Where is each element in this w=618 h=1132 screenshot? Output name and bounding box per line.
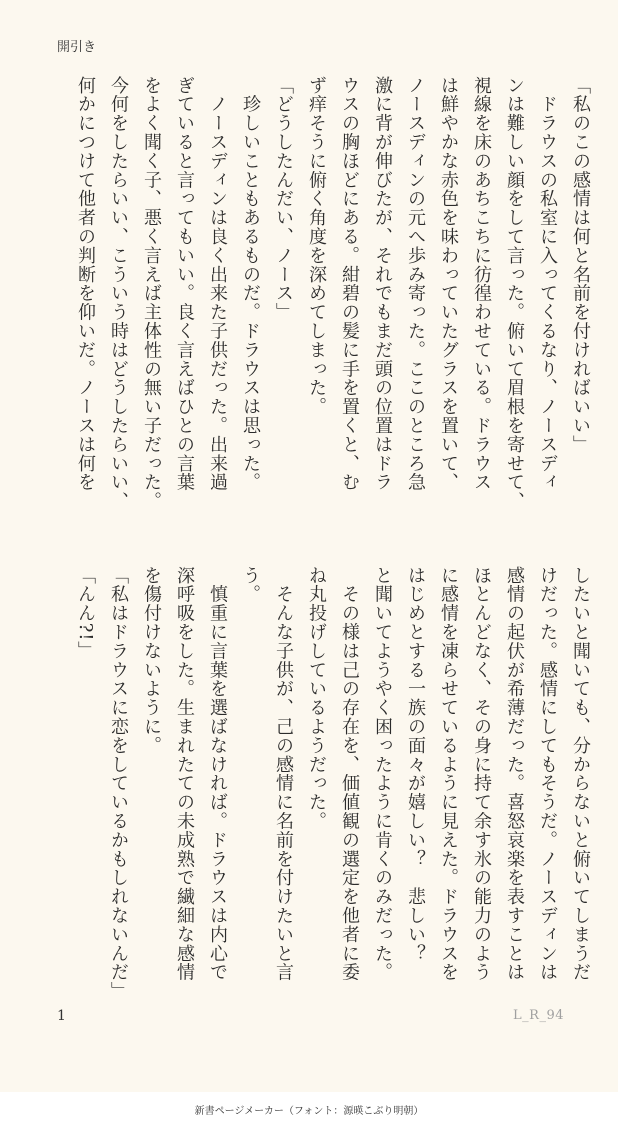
text-line: ノースディンは良く出来た子供だった。出来過	[207, 76, 228, 492]
page-number: 1	[57, 1008, 66, 1024]
text-line: ンは難しい顔をして言った。俯いて眉根を寄せて、	[504, 76, 525, 511]
text-line: はじめとする一族の面々が嬉しい？ 悲しい？	[405, 566, 426, 963]
text-line: ず痒そうに俯く角度を深めてしまった。	[306, 76, 327, 417]
text-line: 激に背が伸びたが、それでもまだ頭の位置はドラ	[372, 76, 393, 492]
text-line: 感情の起伏が希薄だった。喜怒哀楽を表すことは	[504, 566, 525, 982]
text-block-bottom	[69, 566, 597, 1016]
text-line: 「んん?!」	[75, 566, 96, 661]
chapter-title: 開引き	[57, 40, 97, 55]
text-line: 今何をしたらいい、こういう時はどうしたらいい、	[108, 76, 129, 511]
text-line: 「私のこの感情は何と名前を付ければいい」	[570, 76, 591, 454]
text-line: けだった。感情にしてもそうだ。ノースディンは	[537, 566, 558, 982]
text-line: を傷付けないように。	[141, 566, 162, 755]
text-line: に感情を凍らせているように見えた。ドラウスを	[438, 566, 459, 982]
text-line: をよく聞く子、悪く言えば主体性の無い子だった。	[141, 76, 162, 511]
text-line: 珍しいこともあるものだ。ドラウスは思った。	[240, 76, 261, 492]
text-line: そんな子供が、己の感情に名前を付けたいと言	[273, 566, 294, 982]
text-line: ノースディンの元へ歩み寄った。ここのところ急	[405, 76, 426, 492]
text-line: その様は己の存在を、価値観の選定を他者に委	[339, 566, 360, 982]
text-line: 慎重に言葉を選ばなければ。ドラウスは内心で	[207, 566, 228, 982]
text-line: 何かにつけて他者の判断を仰いだ。ノースは何を	[75, 76, 96, 492]
text-line: 「私はドラウスに恋をしているかもしれないんだ」	[108, 566, 129, 1001]
text-line: ほとんどなく、その身に持て余す氷の能力のよう	[471, 566, 492, 982]
text-line: う。	[240, 566, 261, 604]
generator-credit: 新書ページメーカー（フォント：源暎こぶり明朝）	[194, 1106, 424, 1117]
text-line: したいと聞いても、分からないと俯いてしまうだ	[570, 566, 591, 982]
text-line: ね丸投げしているようだった。	[306, 566, 327, 831]
text-block-top	[69, 76, 597, 526]
text-line: ウスの胸ほどにある。紺碧の髪に手を置くと、む	[339, 76, 360, 492]
text-line: 視線を床のあちこちに彷徨わせている。ドラウス	[471, 76, 492, 492]
text-line: は鮮やかな赤色を味わっていたグラスを置いて、	[438, 76, 459, 492]
text-line: 深呼吸をした。生まれたての未成熟で繊細な感情	[174, 566, 195, 982]
text-line: ドラウスの私室に入ってくるなり、ノースディ	[537, 76, 558, 492]
text-line: ぎていると言ってもいい。良く言えばひとの言葉	[174, 76, 195, 492]
page-code: L_R_94	[513, 1008, 564, 1023]
text-line: 「どうしたんだい、ノース」	[273, 76, 294, 322]
text-line: と聞いてようやく困ったように肯くのみだった。	[372, 566, 393, 982]
